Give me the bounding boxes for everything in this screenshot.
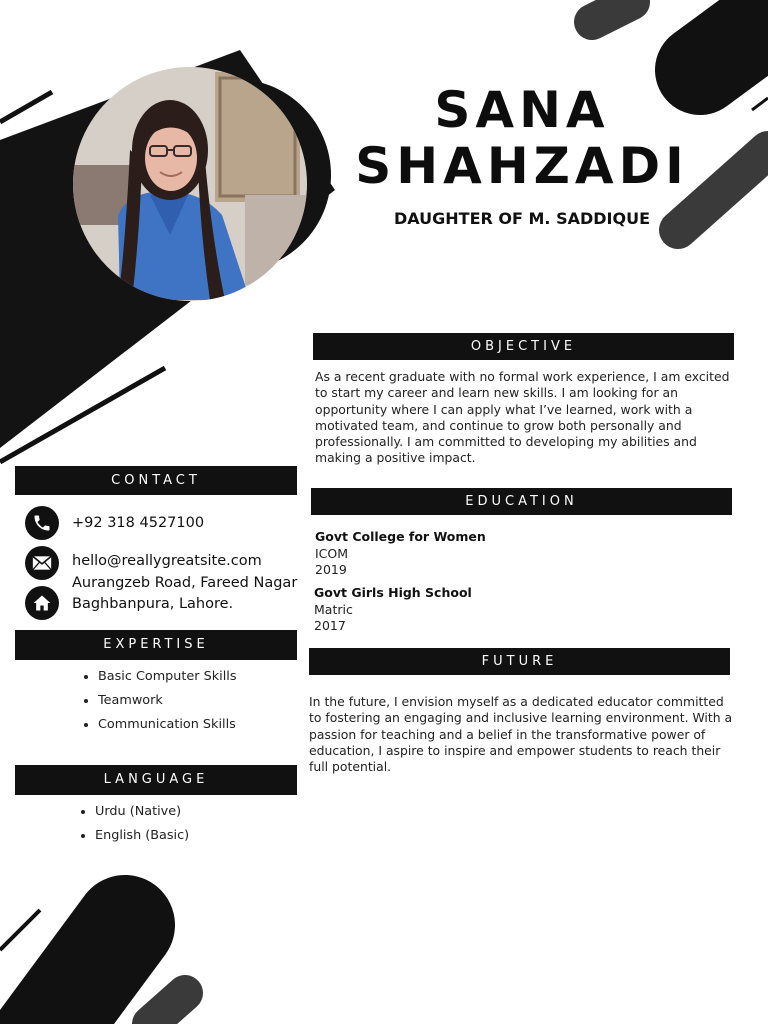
expertise-heading: EXPERTISE [15,630,297,660]
phone-number[interactable]: +92 318 4527100 [72,515,205,531]
home-icon [25,586,59,620]
contact-heading: CONTACT [15,466,297,495]
future-text: In the future, I envision myself as a dedicated educator committed to fostering an engaging and inclusive learning environment. With a passion for teaching and a belief in the transformative power of education, I aspire to inspire and empower students to reach their full potential. [309,694,733,775]
language-heading: LANGUAGE [15,765,297,795]
email-address[interactable]: hello@reallygreatsite.com [72,553,262,569]
decor-pill-gray [592,2,632,22]
language-list [77,800,189,848]
education-year: 2017 [314,618,346,633]
list-item: • Communication Skills [98,713,237,737]
last-name: SHAHZADI [355,137,689,195]
list-item: • Basic Computer Skills [98,665,237,689]
education-entry [314,585,472,635]
education-heading: EDUCATION [311,488,732,515]
first-name: SANA [434,81,610,139]
list-item: • Urdu (Native) [95,800,189,824]
decor-pill-black [40,925,125,1024]
education-degree: Matric [314,601,353,617]
objective-text: As a recent graduate with no formal work experience, I am excited to start my career and learn new skills. I am looking for an opportunity where I can apply what I’ve learned, work with a motivated team, and continue to grow both personally and professionally. I am committed to developing my abilities and making a positive impact. [315,369,730,466]
education-school: Govt Girls High School [314,585,472,600]
decor-line [752,98,768,110]
phone-icon [25,506,59,540]
decor-line [0,910,40,950]
education-degree: ICOM [315,545,349,561]
expertise-list [80,665,237,737]
envelope-icon [25,546,59,580]
address: Aurangzeb Road, Fareed Nagar Baghbanpura, Lahore. [72,575,298,612]
future-heading: FUTURE [309,648,730,675]
education-year: 2019 [315,562,347,577]
decor-pill-black [700,20,768,70]
list-item: • English (Basic) [95,824,189,848]
subtitle: DAUGHTER OF M. SADDIQUE [393,209,651,228]
education-school: Govt College for Women [315,529,486,544]
decor-line [0,92,52,122]
decor-pill-gray [150,993,185,1024]
list-item: • Teamwork [98,689,237,713]
objective-heading: OBJECTIVE [313,333,734,360]
education-entry [315,529,486,579]
